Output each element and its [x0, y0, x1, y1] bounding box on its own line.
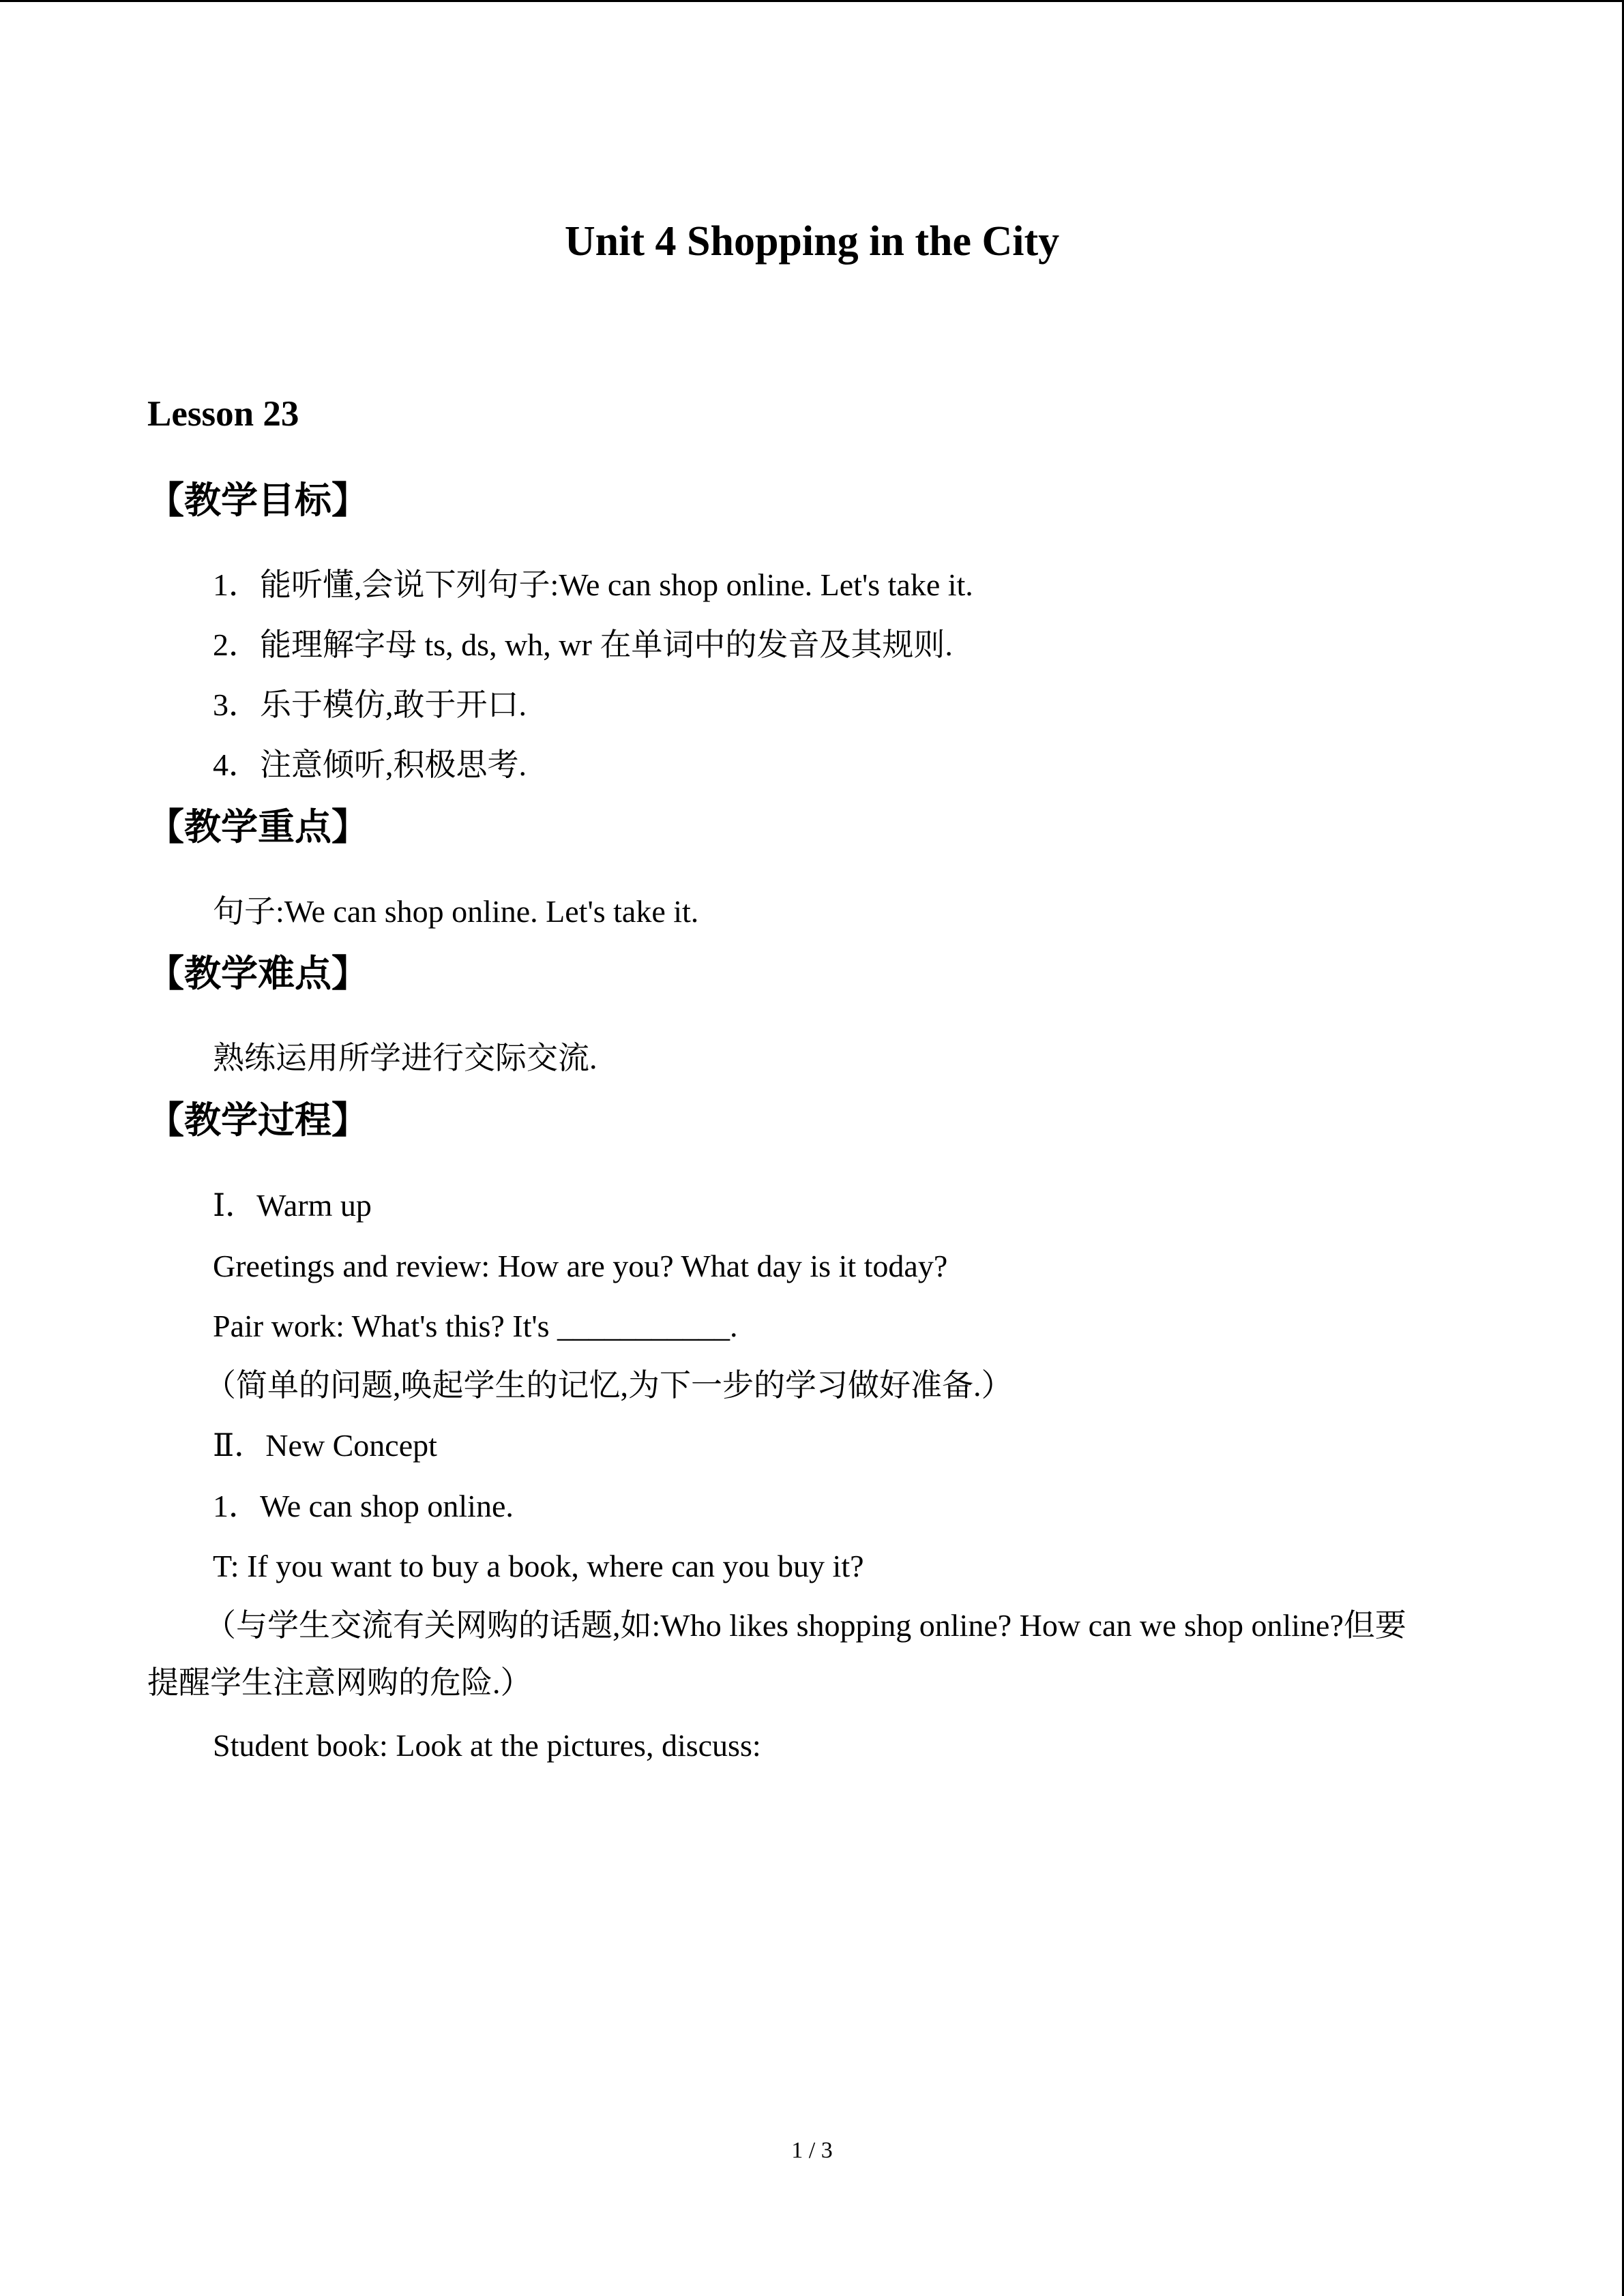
- process-line-new-concept: Ⅱ．New Concept: [213, 1428, 437, 1463]
- section-heading-objectives: 【教学目标】: [147, 479, 368, 522]
- objective-item-4: 4．注意倾听,积极思考.: [213, 747, 527, 782]
- objective-item-3: 3．乐于模仿,敢于开口.: [213, 687, 527, 722]
- key-points-text: 句子:We can shop online. Let's take it.: [213, 894, 699, 929]
- section-heading-difficulties: 【教学难点】: [147, 952, 368, 995]
- difficulties-text: 熟练运用所学进行交际交流.: [213, 1041, 597, 1075]
- process-line-warm-up: Ⅰ．Warm up: [213, 1188, 372, 1223]
- process-line-greetings: Greetings and review: How are you? What day is it today?: [213, 1249, 948, 1283]
- objective-item-2: 2．能理解字母 ts, ds, wh, wr 在单词中的发音及其规则.: [213, 627, 953, 662]
- section-heading-process: 【教学过程】: [147, 1099, 368, 1142]
- process-line-teacher-question: T: If you want to buy a book, where can you buy it?: [213, 1549, 864, 1583]
- process-line-shop-online: 1．We can shop online.: [213, 1489, 514, 1523]
- page-number: 1 / 3: [791, 2138, 833, 2163]
- process-line-note-1: （简单的问题,唤起学生的记忆,为下一步的学习做好准备.）: [205, 1368, 1013, 1403]
- objective-item-1: 1．能听懂,会说下列句子:We can shop online. Let's take it.: [213, 567, 973, 602]
- section-heading-key-points: 【教学重点】: [147, 805, 368, 848]
- process-line-pair-work: Pair work: What's this? It's ___________.: [213, 1309, 738, 1343]
- document-title: Unit 4 Shopping in the City: [564, 218, 1060, 265]
- process-line-note-2-continued: 提醒学生注意网购的危险.）: [147, 1665, 532, 1700]
- process-line-student-book: Student book: Look at the pictures, discuss:: [213, 1728, 761, 1763]
- process-line-note-2: （与学生交流有关网购的话题,如:Who likes shopping online? How can we shop online?但要: [205, 1608, 1406, 1643]
- lesson-heading: Lesson 23: [147, 394, 299, 434]
